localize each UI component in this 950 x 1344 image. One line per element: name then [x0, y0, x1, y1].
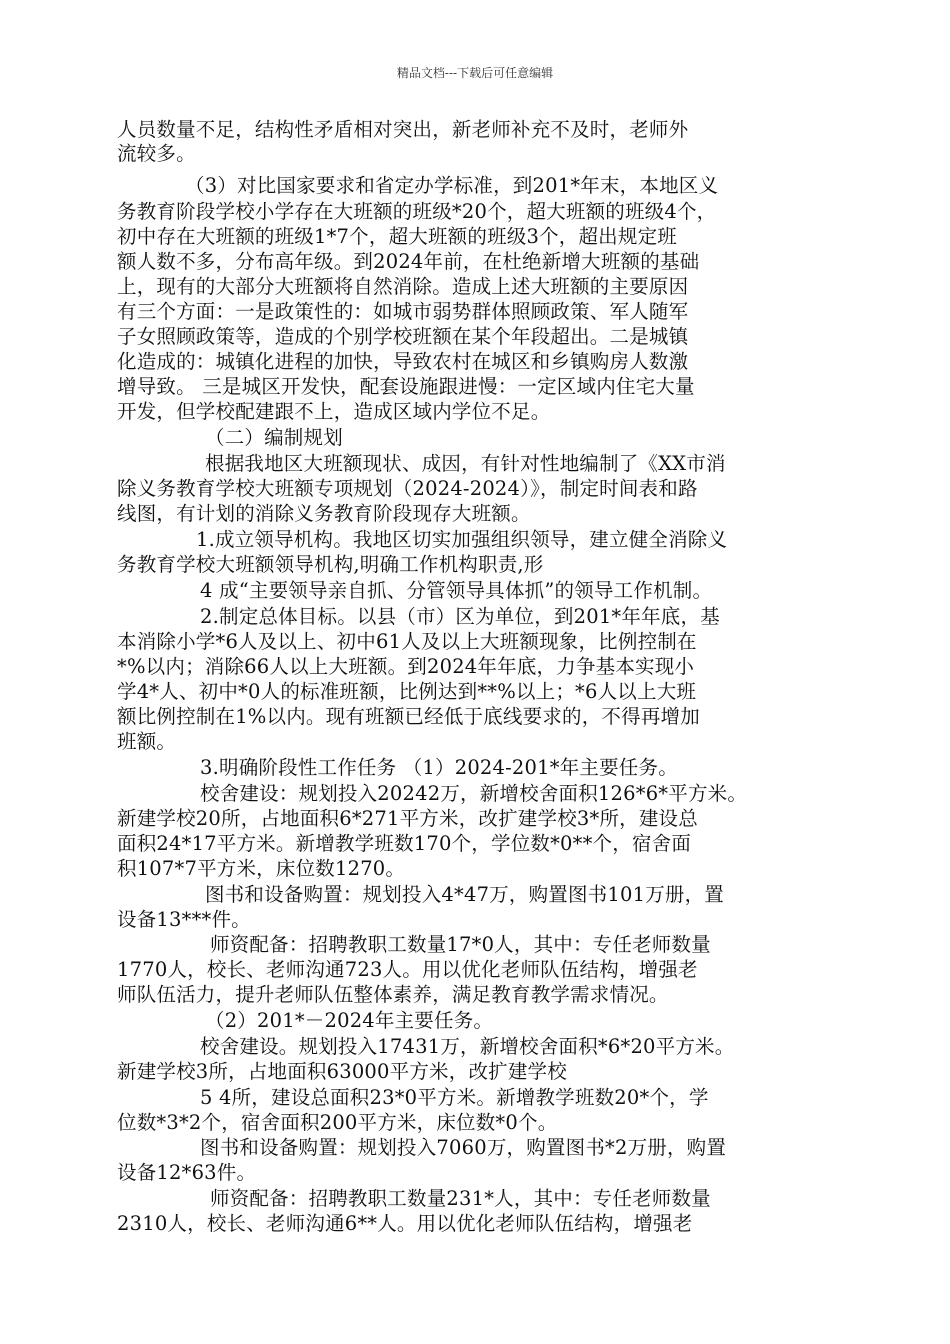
paragraph-line: 校舍建设。规划投入17431万，新增校舍面积*6*20平方米。 — [200, 1035, 735, 1058]
paragraph-line: 子女照顾政策等，造成的个别学校班额在某个年段超出。二是城镇 — [117, 325, 689, 348]
paragraph-line: 师队伍活力，提升老师队伍整体素养，满足教育教学需求情况。 — [117, 983, 669, 1006]
paragraph-line: 学4*人、初中*0人的标准班额，比例达到**%以上；*6人以上大班 — [117, 680, 697, 703]
paragraph-line: 5 4所，建设总面积23*0平方米。新增教学班数20*个，学 — [200, 1086, 709, 1109]
paragraph-line: 班额。 — [117, 730, 177, 753]
paragraph-line: 务教育阶段学校小学存在大班额的班级*20个，超大班额的班级4个， — [117, 200, 717, 223]
paragraph-line: 新建学校20所，占地面积6*271平方米，改扩建学校3*所，建设总 — [117, 807, 698, 830]
paragraph-line: 化造成的：城镇化进程的加快，导致农村在城区和乡镇购房人数激 — [117, 350, 689, 373]
paragraph-line: 设备12*63件。 — [117, 1161, 257, 1184]
paragraph-line: 人员数量不足，结构性矛盾相对突出，新老师补充不及时，老师外 — [117, 118, 689, 141]
paragraph-line: 4 成“主要领导亲自抓、分管领导具体抓”的领导工作机制。 — [200, 579, 713, 602]
paragraph-line: 有三个方面：一是政策性的：如城市弱势群体照顾政策、军人随军 — [117, 300, 689, 323]
paragraph-line: 根据我地区大班额现状、成因，有针对性地编制了《XX市消 — [205, 452, 726, 475]
paragraph-line: 新建学校3所，占地面积63000平方米，改扩建学校 — [117, 1060, 567, 1083]
paragraph-line: 1.成立领导机构。我地区切实加强组织领导，建立健全消除义 — [196, 528, 728, 551]
paragraph-line: 面积24*17平方米。新增教学班数170个，学位数*0**个，宿舍面 — [117, 832, 692, 855]
paragraph-line: 图书和设备购置：规划投入4*47万，购置图书101万册，置 — [205, 883, 724, 906]
paragraph-line: 师资配备：招聘教职工数量17*0人，其中：专任老师数量 — [210, 933, 711, 956]
section-heading: （二）编制规划 — [205, 426, 343, 449]
paragraph-line: 3.明确阶段性工作任务 （1）2024-201*年主要任务。 — [200, 756, 678, 779]
paragraph-line: 额人数不多，分布高年级。到2024年前，在杜绝新增大班额的基础 — [117, 250, 700, 273]
paragraph-line: *%以内；消除66人以上大班额。到2024年年底，力争基本实现小 — [117, 655, 695, 678]
paragraph-line: 除义务教育学校大班额专项规划（2024-2024）》，制定时间表和路 — [117, 477, 698, 500]
paragraph-line: 1770人，校长、老师沟通723人。用以优化老师队伍结构，增强老 — [117, 958, 698, 981]
paragraph-line: 额比例控制在1%以内。现有班额已经低于底线要求的，不得再增加 — [117, 705, 700, 728]
paragraph-line: 校舍建设：规划投入20242万，新增校舍面积126*6*平方米。 — [200, 782, 748, 805]
paragraph-line: 线图，有计划的消除义务教育阶段现存大班额。 — [117, 502, 531, 525]
page-header: 精品文档---下载后可任意编辑 — [396, 66, 554, 80]
paragraph-line: 设备13***件。 — [117, 908, 251, 931]
paragraph-line: （3）对比国家要求和省定办学标准，到201*年末，本地区义 — [185, 174, 719, 197]
paragraph-line: （2）201*－2024年主要任务。 — [205, 1009, 494, 1032]
paragraph-line: 流较多。 — [117, 142, 196, 165]
paragraph-line: 增导致。 三是城区开发快，配套设施跟进慢：一定区域内住宅大量 — [117, 375, 695, 398]
paragraph-line: 上，现有的大部分大班额将自然消除。造成上述大班额的主要原因 — [117, 275, 689, 298]
paragraph-line: 积107*7平方米，床位数1270。 — [117, 857, 406, 880]
paragraph-line: 初中存在大班额的班级1*7个，超大班额的班级3个，超出规定班 — [117, 225, 677, 248]
paragraph-line: 师资配备：招聘教职工数量231*人，其中：专任老师数量 — [210, 1187, 711, 1210]
paragraph-line: 开发，但学校配建跟不上，造成区域内学位不足。 — [117, 400, 551, 423]
paragraph-line: 务教育学校大班额领导机构,明确工作机构职责,形 — [117, 553, 544, 576]
paragraph-line: 2.制定总体目标。以县（市）区为单位，到201*年年底，基 — [200, 605, 720, 628]
paragraph-line: 2310人，校长、老师沟通6**人。用以优化老师队伍结构，增强老 — [117, 1212, 693, 1235]
paragraph-line: 图书和设备购置：规划投入7060万，购置图书*2万册，购置 — [200, 1136, 727, 1159]
paragraph-line: 本消除小学*6人及以上、初中61人及以上大班额现象，比例控制在 — [117, 630, 697, 653]
paragraph-line: 位数*3*2个，宿舍面积200平方米，床位数*0个。 — [117, 1111, 558, 1134]
